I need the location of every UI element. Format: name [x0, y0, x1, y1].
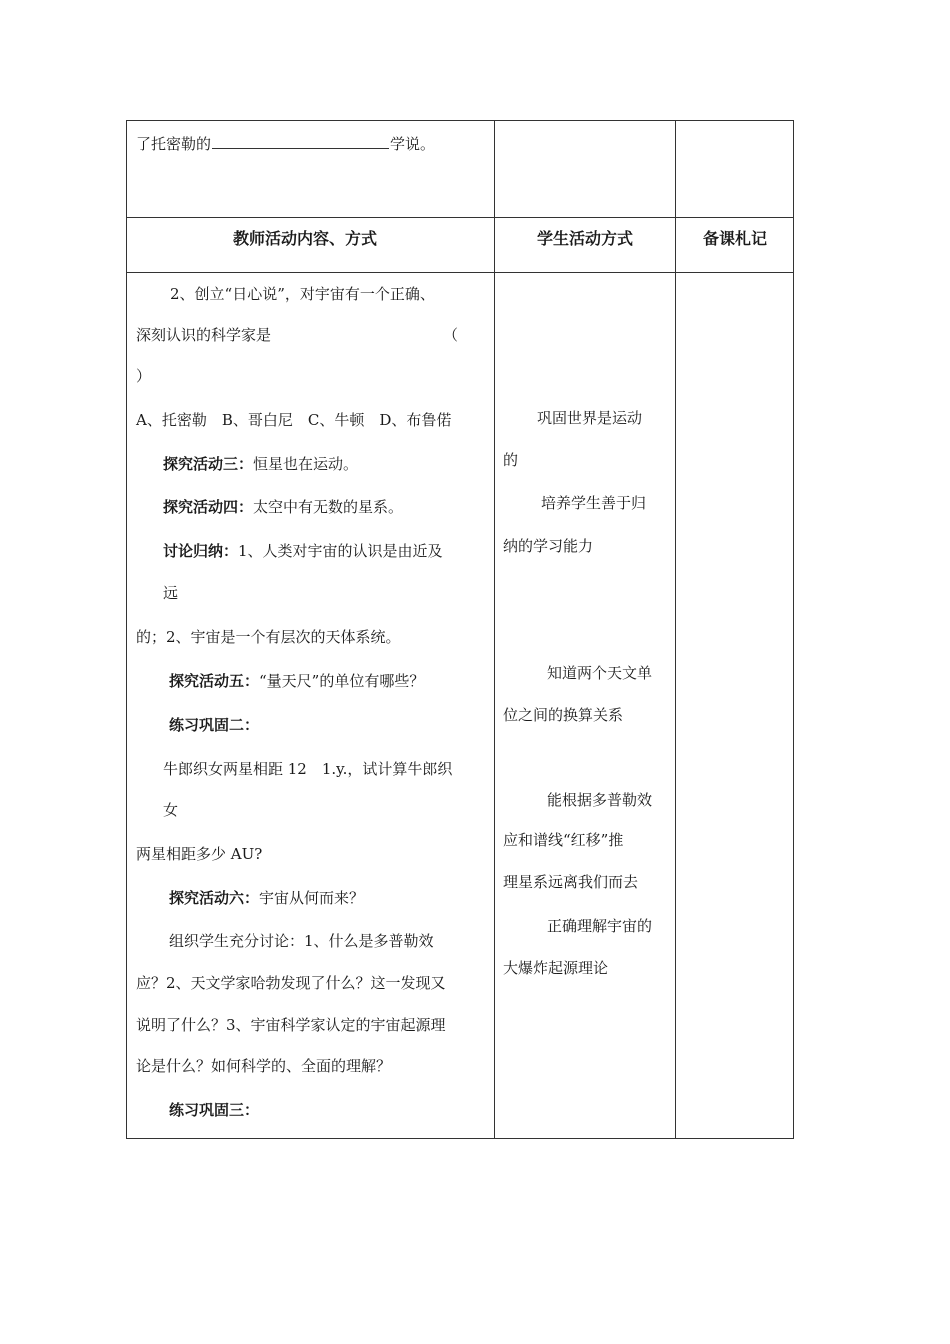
- activity-5-label: 探究活动五：: [169, 672, 260, 690]
- header-notes: 备课札记: [703, 229, 768, 248]
- student-goal-1b: 的: [503, 451, 519, 469]
- student-goal-2b: 纳的学习能力: [503, 537, 594, 555]
- top-row-suffix: 学说。: [390, 135, 436, 153]
- column-divider-2: [675, 121, 676, 1138]
- exercise-2-line1: 牛郎织女两星相距 12 1.y.，试计算牛郎织: [163, 760, 453, 778]
- top-row-line: [136, 134, 435, 153]
- student-goal-3a: 知道两个天文单: [547, 664, 653, 682]
- exercise-2-label: 练习巩固二：: [169, 716, 260, 734]
- student-goal-5a: 正确理解宇宙的: [547, 917, 653, 935]
- row-divider-2: [127, 272, 793, 273]
- fill-blank[interactable]: [212, 134, 389, 149]
- organize-line1: 组织学生充分讨论：1、什么是多普勒效: [169, 932, 434, 950]
- question-2-paren-close: ）: [136, 367, 152, 385]
- header-teacher: 教师活动内容、方式: [233, 229, 378, 248]
- discussion-label: 讨论归纳：: [163, 542, 239, 560]
- top-row-prefix: 了托密勒的: [136, 135, 212, 153]
- exercise-2-line3: 两星相距多少 AU?: [136, 845, 263, 863]
- column-divider-1: [494, 121, 495, 1138]
- activity-4-label: 探究活动四：: [163, 498, 254, 516]
- discussion: [163, 542, 443, 560]
- student-goal-3b: 位之间的换算关系: [503, 706, 624, 724]
- discussion-text-2: 远: [163, 584, 179, 602]
- activity-5-text: “量天尺”的单位有哪些？: [259, 672, 425, 690]
- activity-4: [163, 498, 403, 516]
- question-2-paren-open: （: [443, 326, 459, 344]
- student-goal-4b: 应和谱线“红移”推: [503, 831, 624, 849]
- header-student: 学生活动方式: [537, 229, 634, 248]
- exercise-3-label: 练习巩固三：: [169, 1101, 260, 1119]
- student-goal-5b: 大爆炸起源理论: [503, 959, 609, 977]
- student-goal-4a: 能根据多普勒效: [547, 791, 653, 809]
- question-2-options: A、托密勒 B、哥白尼 C、牛顿 D、布鲁偌: [136, 411, 452, 429]
- question-2-line1: 2、创立“日心说”，对宇宙有一个正确、: [170, 285, 435, 303]
- organize-line4: 论是什么？如何科学的、全面的理解？: [136, 1057, 392, 1075]
- activity-3-label: 探究活动三：: [163, 455, 254, 473]
- row-divider-1: [127, 217, 793, 218]
- student-goal-2a: 培养学生善于归: [541, 494, 647, 512]
- discussion-text-3: 的；2、宇宙是一个有层次的天体系统。: [136, 628, 401, 646]
- organize-line3: 说明了什么？3、宇宙科学家认定的宇宙起源理: [136, 1016, 446, 1034]
- activity-4-text: 太空中有无数的星系。: [253, 498, 404, 516]
- organize-line2: 应？2、天文学家哈勃发现了什么？这一发现又: [136, 974, 446, 992]
- student-goal-4c: 理星系远离我们而去: [503, 873, 639, 891]
- activity-6-text: 宇宙从何而来？: [259, 889, 365, 907]
- exercise-2-line2: 女: [163, 801, 179, 819]
- activity-6: [169, 889, 364, 907]
- activity-6-label: 探究活动六：: [169, 889, 260, 907]
- activity-3: [163, 455, 358, 473]
- question-2-line2: 深刻认识的科学家是: [136, 326, 272, 344]
- discussion-text-1: 1、人类对宇宙的认识是由近及: [238, 542, 443, 560]
- activity-3-text: 恒星也在运动。: [253, 455, 359, 473]
- activity-5: [169, 672, 424, 690]
- student-goal-1a: 巩固世界是运动: [537, 409, 643, 427]
